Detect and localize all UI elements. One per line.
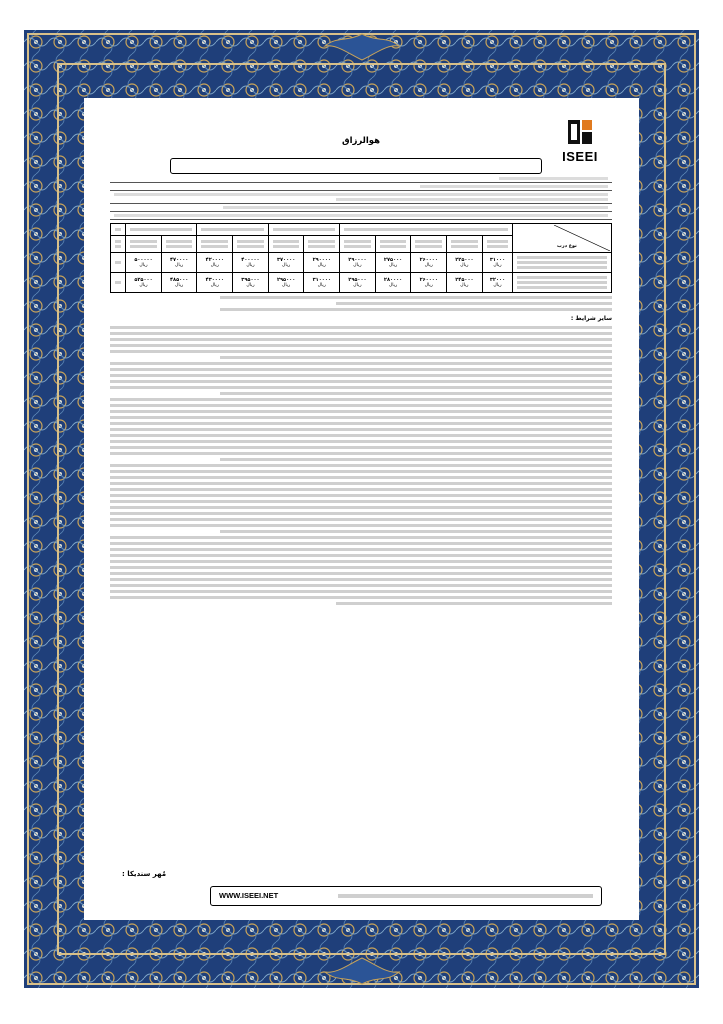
term-line (110, 416, 612, 419)
term-line (110, 398, 612, 401)
term-line (110, 488, 612, 491)
document-body (110, 108, 612, 912)
table-cell: ۵۰۰۰۰۰ ریال (126, 253, 162, 273)
term-line (110, 452, 612, 455)
term-line (110, 470, 612, 473)
term-line (110, 554, 612, 557)
term-line (110, 434, 612, 437)
column-header (268, 235, 304, 252)
footer-box (210, 886, 602, 906)
group3-header (197, 224, 268, 236)
term-line (110, 422, 612, 425)
term-line (110, 578, 612, 581)
document-title (170, 158, 542, 174)
table-cell: ۲۹۰۰۰۰ ریال (340, 253, 376, 273)
table-cell: ۲۶۰۰۰۰ ریال (411, 273, 447, 293)
table-cell: ۴۳۰۰۰۰ ریال (197, 273, 233, 293)
group1-header (340, 224, 513, 236)
corner-bottom-label: نوع درب (557, 244, 577, 249)
table-cell: ۲۹۵۰۰۰ ریال (268, 273, 304, 293)
table-cell: ۴۲۰۰۰۰ ریال (197, 253, 233, 273)
bismillah-heading: هوالرزاق (341, 136, 380, 146)
term-line (110, 536, 612, 539)
term-line (110, 542, 612, 545)
term-line (110, 476, 612, 479)
term-line (110, 518, 612, 521)
table-row (111, 253, 612, 273)
term-line (110, 596, 612, 599)
table-cell: ۲۶۰۰۰۰ ریال (411, 253, 447, 273)
term-line (110, 566, 612, 569)
term-line (110, 404, 612, 407)
column-header (233, 235, 269, 252)
table-cell: ۴۷۰۰۰۰ ریال (161, 253, 197, 273)
footer-text (338, 894, 593, 898)
rate-table (110, 223, 612, 293)
group4-header (126, 224, 197, 236)
group-row (110, 177, 612, 183)
group-row (110, 214, 612, 220)
table-cell: ۲۷۵۰۰۰ ریال (375, 253, 411, 273)
term-line (110, 368, 612, 371)
table-header-row (111, 224, 612, 236)
column-header (197, 235, 233, 252)
note-line (336, 302, 612, 305)
term-line (110, 500, 612, 503)
column-header (161, 235, 197, 252)
term-line (110, 524, 612, 527)
term-line (110, 506, 612, 509)
table-cell: ۲۹۰۰۰۰ ریال (304, 253, 340, 273)
logo-text: ISEEI (562, 149, 598, 164)
table-cell: ۳۱۰۰۰ ریال (482, 253, 513, 273)
table-cell: ۵۲۵۰۰۰ ریال (126, 273, 162, 293)
term-line (110, 344, 612, 347)
building-groups (110, 177, 612, 220)
term-line (110, 440, 612, 443)
term-line (110, 386, 612, 389)
table-cell: ۳۱۰۰۰۰ ریال (304, 273, 340, 293)
flourish-icon (317, 956, 407, 986)
column-header (411, 235, 447, 252)
column-header (482, 235, 513, 252)
term-line (110, 380, 612, 383)
table-row (111, 273, 612, 293)
group2-header (268, 224, 339, 236)
flourish-icon (317, 32, 407, 62)
term-line (110, 338, 612, 341)
table-corner-header (513, 224, 612, 253)
term-line (110, 464, 612, 467)
term-line (220, 530, 612, 533)
terms-section (110, 296, 612, 605)
term-line (110, 482, 612, 485)
table-cell (111, 273, 126, 293)
term-line (336, 602, 612, 605)
term-line (110, 494, 612, 497)
row-label (513, 273, 612, 293)
group-row (110, 185, 612, 191)
table-cell: ۳۲۰۰۰ ریال (482, 273, 513, 293)
term-line (110, 410, 612, 413)
website-link[interactable]: WWW.ISEEI.NET (219, 891, 279, 900)
column-header (447, 235, 483, 252)
table-cell (111, 253, 126, 273)
column-header (304, 235, 340, 252)
note-line (220, 308, 612, 311)
group-row (110, 206, 612, 212)
term-line (110, 560, 612, 563)
term-line (110, 350, 612, 353)
term-line (110, 572, 612, 575)
term-line (110, 332, 612, 335)
term-line (110, 362, 612, 365)
term-line (110, 326, 612, 329)
table-cell: ۳۷۰۰۰۰ ریال (268, 253, 304, 273)
document-header (110, 108, 612, 173)
table-cell: ۲۴۵۰۰۰ ریال (447, 273, 483, 293)
iseei-logo (556, 118, 604, 167)
term-line (110, 446, 612, 449)
row-label (513, 253, 612, 273)
table-cell: ۴۸۵۰۰۰ ریال (161, 273, 197, 293)
term-line (110, 374, 612, 377)
term-line (110, 590, 612, 593)
table-cell: ۲۸۰۰۰۰ ریال (375, 273, 411, 293)
table-cell: ۲۹۵۰۰۰ ریال (340, 273, 376, 293)
other-conditions-heading: سایر شرایط : (570, 315, 612, 322)
table-cell: ۳۹۵۰۰۰ ریال (233, 273, 269, 293)
table-cell: ۴۰۰۰۰۰ ریال (233, 253, 269, 273)
term-line (110, 548, 612, 551)
note-line (220, 296, 612, 299)
column-header (340, 235, 376, 252)
stamp-label: مُهر سندیکا : (122, 870, 167, 878)
column-header (375, 235, 411, 252)
term-line (110, 512, 612, 515)
term-line (110, 428, 612, 431)
term-line (220, 392, 612, 395)
group5-header (111, 224, 126, 236)
column-header (111, 235, 126, 252)
term-line (110, 584, 612, 587)
term-line (220, 356, 612, 359)
term-line (220, 458, 612, 461)
group-row (110, 193, 612, 204)
table-cell: ۲۲۵۰۰۰ ریال (447, 253, 483, 273)
logo-mark-icon (566, 118, 594, 146)
column-header (126, 235, 162, 252)
